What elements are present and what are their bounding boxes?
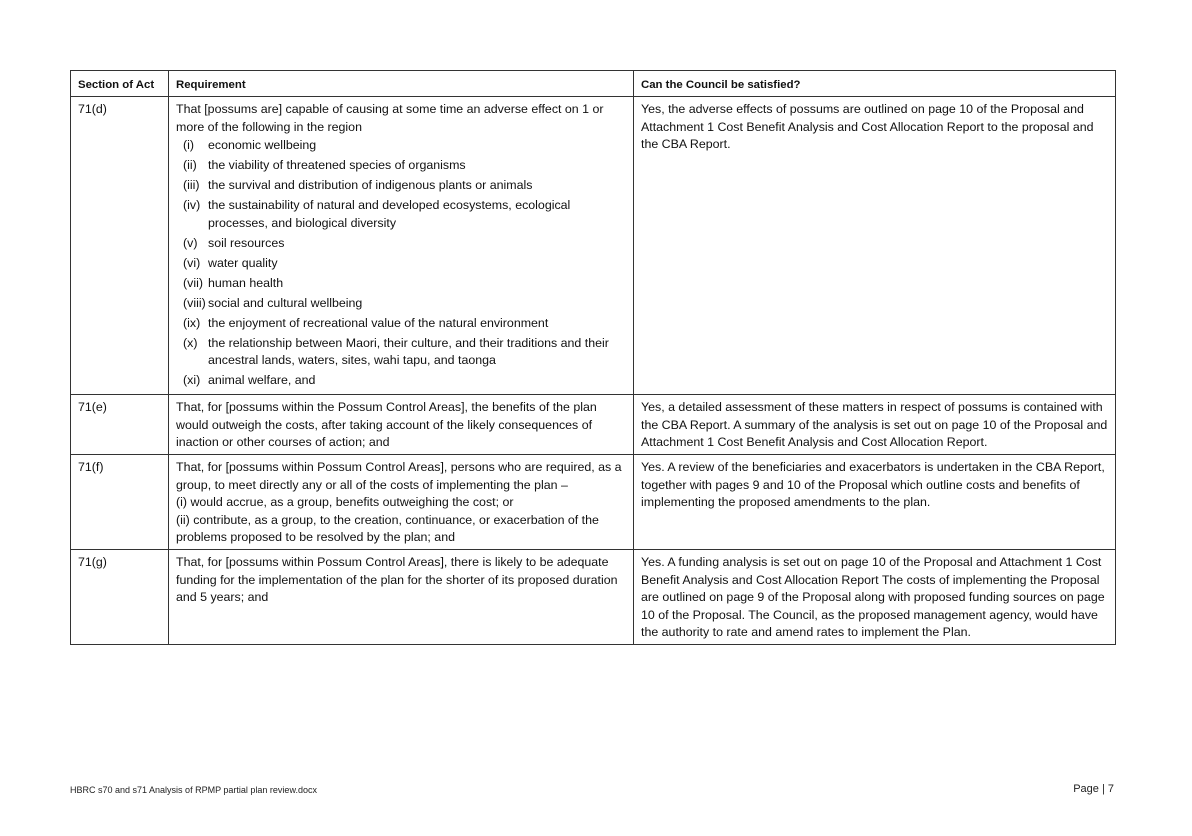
requirement-line: (ii) contribute, as a group, to the creation, continuance, or exacerbation of the problems proposed to be resolved by the plan; and <box>176 512 599 545</box>
list-item-text: social and cultural wellbeing <box>208 295 363 310</box>
list-item-text: human health <box>208 275 284 290</box>
list-item-number: (xi) <box>183 373 201 388</box>
list-item-number: (v) <box>183 235 198 250</box>
requirement-cell: That, for [possums within Possum Control Areas], there is likely to be adequate funding for the implementation of the plan for the shorter of its proposed duration and 5 years; and <box>169 549 634 644</box>
list-item-number: (ix) <box>183 315 201 330</box>
requirement-cell <box>169 454 634 549</box>
requirement-intro: That [possums are] capable of causing at some time an adverse effect on 1 or more of the following in the region <box>176 102 604 134</box>
satisfied-cell: Yes. A review of the beneficiaries and exacerbators is undertaken in the CBA Report, together with pages 9 and 10 of the Proposal which outline costs and benefits of implementing the proposed amendments to the plan. <box>634 454 1116 549</box>
list-item-text: the viability of threatened species of organisms <box>208 158 466 173</box>
list-item-text: animal welfare, and <box>208 373 316 388</box>
table-row <box>71 395 1116 455</box>
header-section-of-act: Section of Act <box>71 71 169 97</box>
list-item-text: soil resources <box>208 235 285 250</box>
table-row <box>71 97 1116 395</box>
list-item <box>176 315 626 333</box>
section-cell: 71(f) <box>71 454 169 549</box>
list-item <box>176 335 626 370</box>
satisfied-cell: Yes. A funding analysis is set out on page 10 of the Proposal and Attachment 1 Cost Benefit Analysis and Cost Allocation Report The costs of implementing the Proposal are outlined on page 9 of the Proposal along with proposed funding sources on page 10 of the Proposal. The Council, as the proposed management agency, would have the authority to rate and amend rates to implement the Plan. <box>634 549 1116 644</box>
list-item-text: the sustainability of natural and developed ecosystems, ecological processes, and biological diversity <box>208 198 571 230</box>
footer-page-number: Page | 7 <box>1073 783 1114 795</box>
header-requirement: Requirement <box>169 71 634 97</box>
list-item-number: (vii) <box>183 275 203 290</box>
list-item <box>176 255 626 273</box>
table-row <box>71 549 1116 644</box>
section-cell: 71(g) <box>71 549 169 644</box>
list-item-text: the relationship between Maori, their culture, and their traditions and their ancestral lands, waters, sites, wahi tapu, and taonga <box>208 335 609 368</box>
list-item <box>176 372 626 390</box>
satisfied-cell: Yes, a detailed assessment of these matters in respect of possums is contained with the CBA Report. A summary of the analysis is set out on page 10 of the Proposal and Attachment 1 Cost Benefit Analysis and Cost Allocation Report. <box>634 395 1116 455</box>
list-item-text: the survival and distribution of indigenous plants or animals <box>208 178 533 193</box>
requirement-line: (i) would accrue, as a group, benefits outweighing the cost; or <box>176 495 514 510</box>
list-item <box>176 177 626 195</box>
list-item <box>176 157 626 175</box>
list-item-text: the enjoyment of recreational value of the natural environment <box>208 315 549 330</box>
requirement-cell <box>169 97 634 395</box>
requirements-table <box>70 70 1116 645</box>
list-item <box>176 137 626 155</box>
list-item <box>176 197 626 232</box>
section-cell: 71(d) <box>71 97 169 395</box>
list-item-text: water quality <box>208 255 278 270</box>
list-item-number: (viii) <box>183 295 206 310</box>
list-item-number: (vi) <box>183 255 201 270</box>
list-item <box>176 275 626 293</box>
list-item <box>176 235 626 253</box>
section-cell: 71(e) <box>71 395 169 455</box>
requirement-intro: That, for [possums within Possum Control Areas], persons who are required, as a group, to meet directly any or all of the costs of implementing the plan – <box>176 459 622 492</box>
footer-filename: HBRC s70 and s71 Analysis of RPMP partial plan review.docx <box>70 785 317 795</box>
requirement-cell: That, for [possums within the Possum Control Areas], the benefits of the plan would outweigh the costs, after taking account of the likely consequences of inaction or other courses of action; and <box>169 395 634 455</box>
list-item <box>176 295 626 313</box>
header-can-council-be-satisfied: Can the Council be satisfied? <box>634 71 1116 97</box>
list-item-number: (iii) <box>183 178 200 193</box>
list-item-number: (i) <box>183 138 195 153</box>
satisfied-cell: Yes, the adverse effects of possums are outlined on page 10 of the Proposal and Attachment 1 Cost Benefit Analysis and Cost Allocation Report to the proposal and the CBA Report. <box>634 97 1116 395</box>
table-header-row <box>71 71 1116 97</box>
list-item-number: (ii) <box>183 158 197 173</box>
table-row <box>71 454 1116 549</box>
list-item-number: (x) <box>183 335 198 350</box>
list-item-number: (iv) <box>183 198 201 213</box>
list-item-text: economic wellbeing <box>208 138 317 153</box>
